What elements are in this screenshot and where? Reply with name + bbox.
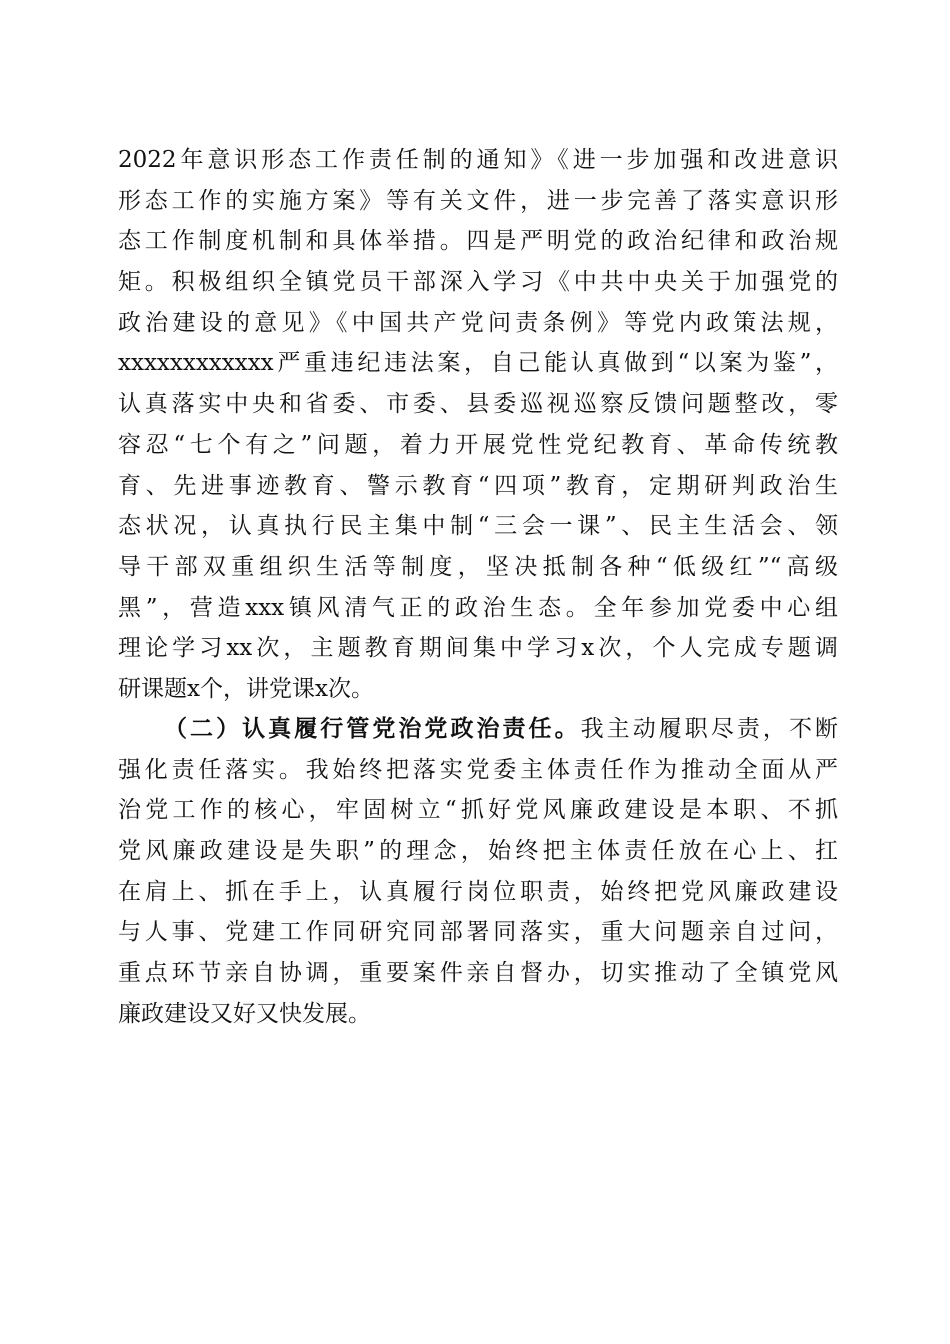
text-line: 态工作制度机制和具体举措。四是严明党的政治纪律和政治规: [118, 228, 838, 255]
text-line: 强化责任落实。我始终把落实党委主体责任作为推动全面从严: [118, 756, 838, 783]
text-line: 黑”，营造xxx镇风清气正的政治生态。全年参加党委中心组: [118, 594, 838, 621]
text-line: 与人事、党建工作同研究同部署同落实，重大问题亲自过问，: [118, 919, 838, 946]
section-heading: （二）认真履行管党治党政治责任。: [164, 715, 581, 742]
text-line: 导干部双重组织生活等制度，坚决抵制各种“低级红”“高级: [118, 553, 838, 580]
text-line: 态状况，认真执行民主集中制“三会一课”、民主生活会、领: [118, 513, 838, 540]
text-line: 党风廉政建设是失职”的理念，始终把主体责任放在心上、扛: [118, 838, 838, 865]
text-line: 在肩上、抓在手上，认真履行岗位职责，始终把党风廉政建设: [118, 878, 838, 905]
text-line: 认真落实中央和省委、市委、县委巡视巡察反馈问题整改，零: [118, 391, 838, 418]
text-line: 容忍“七个有之”问题，着力开展党性党纪教育、革命传统教: [118, 431, 838, 458]
text-line: 矩。积极组织全镇党员干部深入学习《中共中央关于加强党的: [118, 269, 838, 296]
body-paragraph-2: [118, 709, 838, 1035]
text-line: 政治建设的意见》《中国共产党问责条例》等党内政策法规，: [118, 309, 838, 336]
text-line: 治党工作的核心，牢固树立“抓好党风廉政建设是本职、不抓: [118, 797, 838, 824]
text-line: 形态工作的实施方案》等有关文件，进一步完善了落实意识形: [118, 187, 838, 214]
body-paragraph-1: [118, 140, 838, 710]
text-line: 理论学习xx次，主题教育期间集中学习x次，个人完成专题调: [118, 635, 838, 662]
text-line: 育、先进事迹教育、警示教育“四项”教育，定期研判政治生: [118, 472, 838, 499]
section-first-line: [118, 709, 838, 750]
text-line: xxxxxxxxxxxx严重违纪违法案，自己能认真做到“以案为鉴”，: [118, 350, 838, 377]
text-line: 重点环节亲自协调，重要案件亲自督办，切实推动了全镇党风: [118, 960, 838, 987]
section-first-line-text: 我主动履职尽责，不断: [580, 716, 839, 742]
text-line: 2022年意识形态工作责任制的通知》《进一步加强和改进意识: [118, 147, 838, 173]
text-line: 廉政建设又好又快发展。: [118, 1000, 371, 1027]
text-line: 研课题x个，讲党课x次。: [118, 675, 374, 702]
